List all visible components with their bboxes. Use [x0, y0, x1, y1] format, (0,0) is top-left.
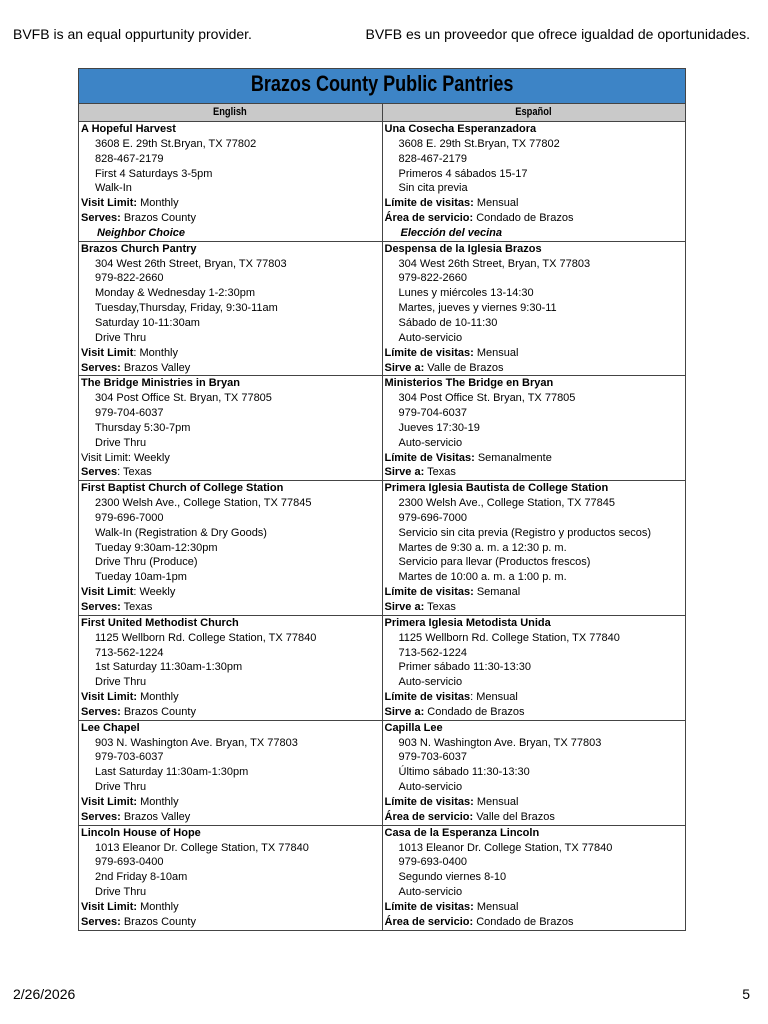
- pantry-detail-line: 903 N. Washington Ave. Bryan, TX 77803: [95, 736, 298, 749]
- serves-label: Área de servicio:: [384, 810, 474, 823]
- pantry-name: Lee Chapel: [81, 721, 140, 734]
- pantry-detail-line: Walk-In: [95, 182, 132, 195]
- pantry-cell-english: [79, 241, 383, 376]
- visit-limit: [385, 451, 684, 466]
- pantry-detail-line: 828-467-2179: [398, 152, 468, 165]
- pantry-detail-line: 304 West 26th Street, Bryan, TX 77803: [398, 257, 591, 270]
- serves: [385, 465, 684, 480]
- visit-limit-label: Límite de visitas:: [384, 795, 474, 808]
- visit-limit-value: Semanal: [473, 586, 521, 599]
- table-row: [79, 825, 686, 930]
- visit-limit-value: Mensual: [473, 346, 519, 359]
- visit-limit-value: Monthly: [137, 795, 179, 808]
- pantry-detail-line: Drive Thru: [95, 331, 147, 344]
- pantry-detail-line: Auto-servicio: [398, 781, 463, 794]
- pantry-detail-line: Walk-In (Registration & Dry Goods): [95, 526, 267, 539]
- choice-note: Elección del vecina: [400, 226, 502, 239]
- serves: [81, 211, 380, 226]
- pantry-cell-english: [79, 481, 383, 616]
- pantry-detail-line: 979-822-2660: [398, 272, 468, 285]
- pantry-detail-line: Tueday 10am-1pm: [95, 571, 187, 584]
- serves-label: Área de servicio:: [384, 212, 474, 225]
- serves-value: Condado de Brazos: [473, 212, 574, 225]
- visit-limit-value: Visit Limit: Weekly: [81, 451, 170, 464]
- pantry-detail-line: Lunes y miércoles 13-14:30: [398, 287, 534, 300]
- serves: [385, 705, 684, 720]
- serves-value: Texas: [120, 601, 153, 613]
- pantry-detail-line: Drive Thru (Produce): [95, 556, 198, 569]
- choice-note: Neighbor Choice: [97, 226, 186, 239]
- serves: [385, 211, 684, 226]
- serves-label: Sirve a:: [384, 601, 425, 613]
- serves-value: : Texas: [117, 466, 152, 479]
- pantry-name: Lincoln House of Hope: [81, 826, 201, 839]
- pantry-detail-line: 979-693-0400: [95, 856, 164, 869]
- serves-label: Sirve a:: [384, 705, 425, 718]
- pantry-detail-line: Auto-servicio: [398, 676, 463, 689]
- visit-limit: [81, 690, 380, 705]
- pantry-detail-line: Auto-servicio: [398, 331, 463, 344]
- serves-value: Valle del Brazos: [473, 810, 555, 823]
- pantry-cell-spanish: [382, 376, 686, 481]
- serves-label: Serves:: [81, 361, 121, 374]
- visit-limit: [385, 795, 684, 810]
- serves: [81, 465, 380, 480]
- serves: [385, 361, 684, 376]
- visit-limit: [385, 690, 684, 705]
- pantry-detail-line: Drive Thru: [95, 781, 147, 794]
- visit-limit: [81, 795, 380, 810]
- pantry-name: Casa de la Esperanza Lincoln: [384, 826, 540, 839]
- visit-limit-value: Mensual: [473, 795, 519, 808]
- pantry-detail-line: 2300 Welsh Ave., College Station, TX 77845: [95, 497, 312, 510]
- pantry-detail-line: 979-822-2660: [95, 272, 164, 285]
- pantry-cell-spanish: [382, 122, 686, 242]
- serves: [385, 810, 684, 825]
- pantry-detail-line: Last Saturday 11:30am-1:30pm: [95, 766, 249, 779]
- pantry-detail-line: Saturday 10-11:30am: [95, 316, 200, 329]
- visit-limit-label: Límite de visitas:: [384, 197, 474, 210]
- visit-limit: [81, 451, 380, 466]
- visit-limit-value: Monthly: [137, 197, 179, 210]
- pantry-name: Ministerios The Bridge en Bryan: [384, 377, 554, 390]
- column-header-english: English: [79, 104, 383, 122]
- visit-limit-label: Visit Limit:: [81, 691, 138, 704]
- pantry-detail-line: 304 Post Office St. Bryan, TX 77805: [398, 392, 576, 405]
- serves-label: Serves:: [81, 601, 121, 613]
- visit-limit-value: : Weekly: [133, 586, 176, 599]
- pantry-detail-line: 979-693-0400: [398, 856, 468, 869]
- serves-label: Serves: [81, 466, 118, 479]
- visit-limit-value: Mensual: [473, 900, 519, 913]
- column-header-spanish: Español: [382, 104, 686, 122]
- visit-limit: [81, 900, 380, 915]
- pantry-detail-line: 979-704-6037: [95, 407, 164, 420]
- pantry-name: A Hopeful Harvest: [81, 123, 176, 135]
- serves: [81, 705, 380, 720]
- footer-page-number: 5: [742, 986, 750, 1002]
- pantry-detail-line: Segundo viernes 8-10: [398, 871, 507, 884]
- pantry-name: Brazos Church Pantry: [81, 242, 197, 255]
- visit-limit: [385, 585, 684, 600]
- serves-value: Brazos County: [120, 212, 196, 225]
- table-title: Brazos County Public Pantries: [79, 69, 686, 104]
- visit-limit: [81, 346, 380, 361]
- serves-label: Serves:: [81, 915, 121, 928]
- visit-limit: [81, 585, 380, 600]
- serves-label: Serves:: [81, 705, 121, 718]
- serves-value: Texas: [424, 601, 456, 613]
- visit-limit-value: Monthly: [137, 691, 179, 704]
- pantry-detail-line: 713-562-1224: [398, 646, 468, 659]
- pantry-cell-spanish: [382, 615, 686, 720]
- pantry-detail-line: Primeros 4 sábados 15-17: [398, 167, 528, 180]
- header-right-text: BVFB es un proveedor que ofrece igualdad de oportunidades.: [365, 26, 750, 42]
- pantry-detail-line: 1013 Eleanor Dr. College Station, TX 77840: [95, 841, 309, 854]
- serves-value: Condado de Brazos: [424, 705, 525, 718]
- pantry-cell-spanish: [382, 825, 686, 930]
- pantry-detail-line: 304 West 26th Street, Bryan, TX 77803: [95, 257, 287, 270]
- serves-label: Serves:: [81, 810, 121, 823]
- pantry-cell-spanish: [382, 720, 686, 825]
- pantry-name: Despensa de la Iglesia Brazos: [384, 242, 542, 255]
- serves: [81, 600, 380, 615]
- pantry-detail-line: Monday & Wednesday 1-2:30pm: [95, 287, 255, 300]
- pantry-detail-line: Drive Thru: [95, 886, 147, 899]
- pantry-detail-line: First 4 Saturdays 3-5pm: [95, 167, 213, 180]
- pantry-cell-spanish: [382, 241, 686, 376]
- table-row: [79, 376, 686, 481]
- visit-limit: [81, 196, 380, 211]
- pantry-detail-line: 1013 Eleanor Dr. College Station, TX 77840: [398, 841, 613, 854]
- pantry-detail-line: Servicio sin cita previa (Registro y productos secos): [398, 526, 651, 539]
- pantry-detail-line: Tuesday,Thursday, Friday, 9:30-11am: [95, 302, 278, 315]
- pantry-detail-line: Servicio para llevar (Productos frescos): [398, 556, 591, 569]
- pantry-detail-line: Martes de 10:00 a. m. a 1:00 p. m.: [398, 571, 567, 584]
- pantry-detail-line: 304 Post Office St. Bryan, TX 77805: [95, 392, 272, 405]
- table-row: [79, 720, 686, 825]
- pantry-detail-line: 2nd Friday 8-10am: [95, 871, 188, 884]
- visit-limit-label: Visit Limit: [81, 586, 134, 599]
- visit-limit-label: Visit Limit:: [81, 197, 138, 210]
- pantry-name: Primera Iglesia Metodista Unida: [384, 616, 551, 629]
- serves-label: Área de servicio:: [384, 915, 474, 928]
- pantry-detail-line: Drive Thru: [95, 436, 147, 449]
- pantry-detail-line: 979-703-6037: [95, 751, 164, 764]
- pantry-cell-english: [79, 376, 383, 481]
- serves-value: Brazos County: [120, 705, 196, 718]
- pantry-detail-line: 979-704-6037: [398, 407, 468, 420]
- pantry-cell-english: [79, 122, 383, 242]
- visit-limit-value: : Mensual: [470, 691, 518, 704]
- serves-label: Serves:: [81, 212, 121, 225]
- visit-limit-label: Límite de visitas:: [384, 586, 474, 599]
- serves-value: Valle de Brazos: [424, 361, 504, 374]
- pantry-detail-line: 3608 E. 29th St.Bryan, TX 77802: [398, 137, 560, 150]
- pantry-cell-spanish: [382, 481, 686, 616]
- visit-limit: [385, 196, 684, 211]
- pantry-detail-line: 1125 Wellborn Rd. College Station, TX 77840: [95, 631, 317, 644]
- serves: [385, 600, 684, 615]
- pantry-detail-line: Sin cita previa: [398, 182, 468, 195]
- pantry-name: Una Cosecha Esperanzadora: [384, 123, 537, 135]
- pantry-name: Capilla Lee: [384, 721, 443, 734]
- pantry-detail-line: Tueday 9:30am-12:30pm: [95, 541, 218, 554]
- pantry-detail-line: Auto-servicio: [398, 886, 463, 899]
- pantry-detail-line: 828-467-2179: [95, 152, 164, 165]
- serves-value: Brazos County: [120, 915, 196, 928]
- serves-label: Sirve a:: [384, 361, 425, 374]
- pantry-name: Primera Iglesia Bautista de College Station: [384, 482, 609, 495]
- serves: [385, 915, 684, 930]
- table-row: [79, 241, 686, 376]
- visit-limit-value: Monthly: [137, 900, 179, 913]
- pantry-detail-line: 979-696-7000: [398, 511, 468, 524]
- table-row: [79, 122, 686, 242]
- pantry-detail-line: Martes de 9:30 a. m. a 12:30 p. m.: [398, 541, 567, 554]
- visit-limit-label: Visit Limit: [81, 346, 134, 359]
- pantry-detail-line: 3608 E. 29th St.Bryan, TX 77802: [95, 137, 257, 150]
- pantry-detail-line: 1st Saturday 11:30am-1:30pm: [95, 661, 243, 674]
- serves-label: Sirve a:: [384, 466, 425, 479]
- header-left-text: BVFB is an equal oppurtunity provider.: [13, 26, 252, 42]
- serves-value: Brazos Valley: [120, 361, 191, 374]
- serves: [81, 361, 380, 376]
- visit-limit-value: Semanalmente: [474, 451, 552, 464]
- pantry-detail-line: Último sábado 11:30-13:30: [398, 766, 530, 779]
- visit-limit-value: Mensual: [473, 197, 519, 210]
- table-row: [79, 615, 686, 720]
- visit-limit-label: Límite de visitas:: [384, 900, 474, 913]
- serves-value: Texas: [424, 466, 456, 479]
- visit-limit-label: Límite de visitas:: [384, 346, 474, 359]
- pantry-detail-line: Thursday 5:30-7pm: [95, 421, 191, 434]
- serves: [81, 810, 380, 825]
- pantry-detail-line: 2300 Welsh Ave., College Station, TX 77845: [398, 497, 615, 510]
- pantry-name: First United Methodist Church: [81, 616, 239, 629]
- pantry-detail-line: 979-703-6037: [398, 751, 468, 764]
- pantry-detail-line: Sábado de 10-11:30: [398, 316, 498, 329]
- pantry-detail-line: 1125 Wellborn Rd. College Station, TX 77840: [398, 631, 620, 644]
- pantry-cell-english: [79, 825, 383, 930]
- pantry-detail-line: Auto-servicio: [398, 436, 463, 449]
- pantry-detail-line: 713-562-1224: [95, 646, 164, 659]
- table-row: [79, 481, 686, 616]
- serves-value: Brazos Valley: [120, 810, 191, 823]
- footer-date: 2/26/2026: [13, 986, 76, 1002]
- pantry-detail-line: Martes, jueves y viernes 9:30-11: [398, 302, 557, 315]
- visit-limit-label: Límite de visitas: [384, 691, 471, 704]
- pantry-detail-line: Jueves 17:30-19: [398, 421, 480, 434]
- serves: [81, 915, 380, 930]
- pantry-name: The Bridge Ministries in Bryan: [81, 377, 240, 390]
- visit-limit-label: Visit Limit:: [81, 900, 138, 913]
- pantry-detail-line: Drive Thru: [95, 676, 147, 689]
- visit-limit-label: Visit Limit:: [81, 795, 138, 808]
- visit-limit-value: : Monthly: [133, 346, 179, 359]
- pantry-name: First Baptist Church of College Station: [81, 482, 284, 495]
- pantry-cell-english: [79, 615, 383, 720]
- serves-value: Condado de Brazos: [473, 915, 574, 928]
- pantry-detail-line: 979-696-7000: [95, 511, 164, 524]
- visit-limit: [385, 346, 684, 361]
- pantry-detail-line: Primer sábado 11:30-13:30: [398, 661, 531, 674]
- visit-limit-label: Límite de Visitas:: [384, 451, 475, 464]
- visit-limit: [385, 900, 684, 915]
- pantries-table: [78, 68, 686, 931]
- pantry-detail-line: 903 N. Washington Ave. Bryan, TX 77803: [398, 736, 602, 749]
- pantry-cell-english: [79, 720, 383, 825]
